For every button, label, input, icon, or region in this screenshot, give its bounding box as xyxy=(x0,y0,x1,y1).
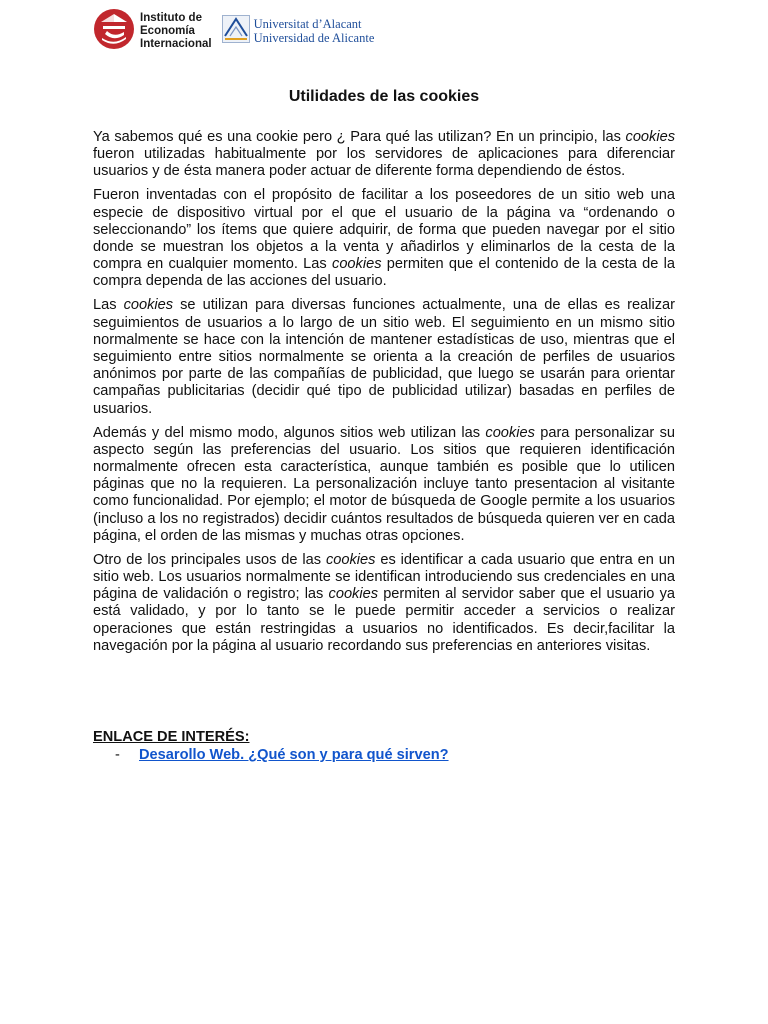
list-item xyxy=(93,746,675,764)
document-title: Utilidades de las cookies xyxy=(288,88,480,105)
ua-logo-text xyxy=(254,17,375,45)
page-header xyxy=(93,8,374,54)
paragraph-text: Fueron inventadas con el propósito de facilitar a los poseedores de un sitio web una especie de dispositivo virtual por el que el usuario de la página va “ordenando o seleccionando” los ítems que quiere adquirir, de forma que pueden navegar por el sitio donde se muestran los objetos a la venta y añadirlos y eliminarlos de la cesta de la compra en cualquier momento. Las xyxy=(93,187,675,273)
iei-logo-text xyxy=(140,12,212,51)
links-section xyxy=(93,728,675,764)
ua-logo-line: Universitat d’Alacant xyxy=(253,17,362,31)
paragraph-text: Ya sabemos qué es una cookie pero ¿ Para qué las utilizan? En un principio, las xyxy=(93,129,626,145)
iei-logo-line: Economía xyxy=(140,24,195,37)
italic-term: cookies xyxy=(123,297,174,314)
italic-term: cookies xyxy=(485,424,535,441)
body-paragraph xyxy=(93,425,675,545)
paragraph-text: fueron utilizadas habitualmente por los servidores de aplicaciones para diferenciar usuarios y de ésta manera poder actuar de diferente forma dependiendo de éstos. xyxy=(93,146,675,180)
document-body xyxy=(93,129,675,662)
paragraph-text: es identificar a cada usuario que entra en un sitio web. Los usuarios normalmente se identifican introduciendo sus credenciales en una página de validación o registro; las xyxy=(93,551,675,603)
ua-logo xyxy=(222,15,375,48)
iei-logo-line: Instituto de xyxy=(140,11,202,24)
italic-term: cookies xyxy=(328,586,379,603)
iei-logo xyxy=(93,8,212,55)
links-heading: ENLACE DE INTERÉS: xyxy=(93,729,250,745)
body-paragraph xyxy=(93,129,675,181)
italic-term: cookies xyxy=(325,551,376,568)
paragraph-text: se utilizan para diversas funciones actualmente, una de ellas es realizar seguimientos de usuarios a lo largo de un sitio web. El seguimiento en un mismo sitio normalmente se hace con la intención de mantener estadísticas de uso, mientras que el seguimiento entre sitios normalmente se orienta a la creación de perfiles de usuarios anónimos por parte de las compañías de publicidad, que luego se usarán para orientar campañas publicitarias (decidir qué tipo de publicidad utilizar) basadas en perfiles de usuarios. xyxy=(93,297,675,417)
paragraph-text: Otro de los principales usos de las xyxy=(93,551,326,568)
paragraph-text: permiten al servidor saber que el usuario ya está validado, y por lo tanto se le puede permitir acceder a servicios o realizar operaciones que están restringidas a usuarios no identificados. Es decir,facilitar la navegación por la página al usuario recordando sus preferencias en anteriores visitas. xyxy=(93,586,675,654)
body-paragraph xyxy=(93,552,675,655)
ua-logo-line: Universidad de Alicante xyxy=(253,31,375,45)
paragraph-text: para personalizar su aspecto según las preferencias del usuario. Los sitios que requieren identificación normalmente ofrecen esta característica, aunque también es posible que lo utilicen páginas que no la requieren. La personalización incluye tanto presentacion al visitante como funcionalidad. Por ejemplo; el motor de búsqueda de Google permite a los usuarios (incluso a los no registrados) decidir cuántos resultados de búsqueda quieren ver en cada página, el orden de las mismas y muchas otras opciones. xyxy=(93,424,675,544)
paragraph-text: Además y del mismo modo, algunos sitios web utilizan las xyxy=(93,424,486,441)
italic-term: cookies xyxy=(332,256,382,273)
body-paragraph xyxy=(93,187,675,290)
body-paragraph xyxy=(93,297,675,417)
ua-emblem-icon xyxy=(222,15,250,48)
iei-emblem-icon xyxy=(93,8,135,55)
italic-term: cookies xyxy=(625,129,675,145)
paragraph-text: Las xyxy=(93,297,124,314)
list-bullet: - xyxy=(115,747,120,763)
paragraph-text: permiten que el contenido de la cesta de la compra dependa de las acciones del usuario. xyxy=(93,256,675,290)
interest-link[interactable]: Desarollo Web. ¿Qué son y para qué sirven? xyxy=(139,747,449,763)
iei-logo-line: Internacional xyxy=(140,37,212,50)
